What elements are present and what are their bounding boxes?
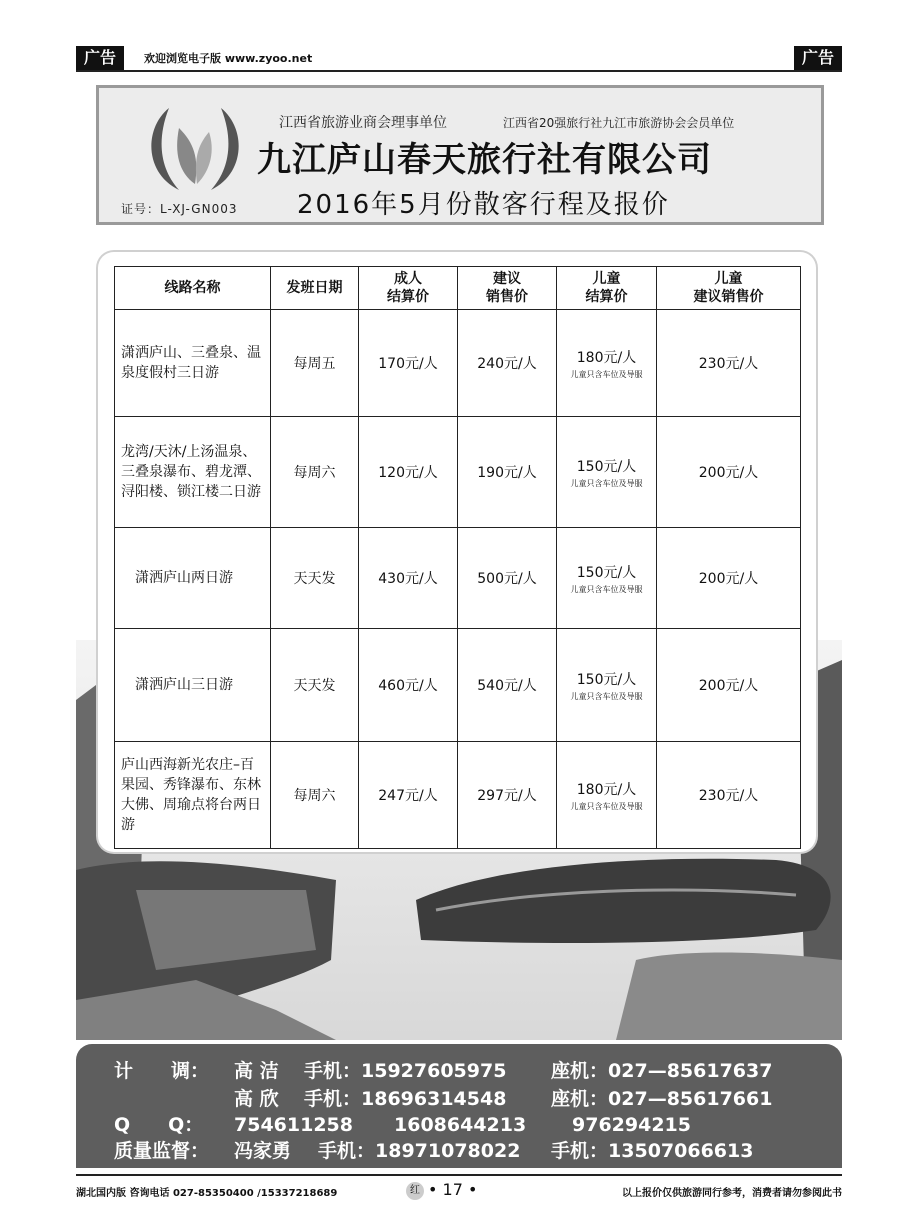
page-subtitle: 2016年5月份散客行程及报价 bbox=[297, 190, 670, 220]
page-number: • 17 • bbox=[428, 1180, 478, 1199]
route-name: 龙湾/天沐/上汤温泉、三叠泉瀑布、碧龙潭、浔阳楼、锁江楼二日游 bbox=[115, 417, 271, 528]
route-name: 潇洒庐山三日游 bbox=[115, 629, 271, 742]
routes-card bbox=[98, 252, 816, 852]
retail-price: 540元/人 bbox=[458, 629, 557, 742]
footer-left-text: 湖北国内版 咨询电话 027-85350400 /15337218689 bbox=[76, 1188, 338, 1199]
child-retail-price: 200元/人 bbox=[657, 417, 801, 528]
page-footer bbox=[76, 1174, 842, 1206]
contact-name: 冯家勇 bbox=[234, 1140, 292, 1162]
route-name: 庐山西海新光农庄–百果园、秀锋瀑布、东林大佛、周瑜点将台两日游 bbox=[115, 742, 271, 849]
child-note: 儿童只含车位及导服 bbox=[570, 478, 643, 488]
contact-row-qq bbox=[114, 1110, 691, 1137]
header-schedule: 发班日期 bbox=[271, 267, 359, 310]
table-row bbox=[115, 528, 801, 629]
child-note: 儿童只含车位及导服 bbox=[570, 584, 643, 594]
route-schedule: 每周六 bbox=[271, 742, 359, 849]
ad-tag-right: 广告 bbox=[794, 46, 842, 70]
child-retail-price: 230元/人 bbox=[657, 742, 801, 849]
child-retail-price: 230元/人 bbox=[657, 310, 801, 417]
contact-row-quality bbox=[114, 1136, 753, 1163]
contact-box bbox=[76, 1044, 842, 1168]
child-price: 150元/人 bbox=[576, 564, 637, 581]
mobile-number: 15927605975 bbox=[361, 1060, 507, 1082]
child-price-cell bbox=[557, 742, 657, 849]
table-row bbox=[115, 742, 801, 849]
phone-label: 座机： bbox=[551, 1060, 609, 1082]
phone-label: 座机： bbox=[551, 1088, 609, 1110]
child-price-cell bbox=[557, 310, 657, 417]
child-note: 儿童只含车位及导服 bbox=[570, 691, 643, 701]
retail-price: 190元/人 bbox=[458, 417, 557, 528]
child-price: 150元/人 bbox=[576, 671, 637, 688]
child-price-cell bbox=[557, 629, 657, 742]
adult-price: 430元/人 bbox=[359, 528, 458, 629]
header-retail-price: 建议 销售价 bbox=[458, 267, 557, 310]
footer-mark-icon: 红 bbox=[406, 1182, 424, 1200]
company-name: 九江庐山春天旅行社有限公司 bbox=[257, 140, 712, 180]
child-retail-price: 200元/人 bbox=[657, 528, 801, 629]
route-schedule: 天天发 bbox=[271, 629, 359, 742]
contact-name: 高 欣 bbox=[234, 1088, 279, 1110]
top-bar bbox=[76, 46, 842, 72]
mobile-label: 手机： bbox=[304, 1060, 362, 1082]
child-price: 180元/人 bbox=[576, 781, 637, 798]
footer-page-number bbox=[406, 1180, 477, 1200]
company-header bbox=[96, 85, 824, 225]
qq-number: 754611258 bbox=[234, 1114, 353, 1136]
contact-row-planner-2 bbox=[114, 1084, 772, 1111]
mobile-label: 手机： bbox=[304, 1088, 362, 1110]
child-price-cell bbox=[557, 528, 657, 629]
mobile-number: 13507066613 bbox=[608, 1140, 754, 1162]
retail-price: 500元/人 bbox=[458, 528, 557, 629]
contact-row-planner-1 bbox=[114, 1056, 772, 1083]
table-row bbox=[115, 417, 801, 528]
child-price-cell bbox=[557, 417, 657, 528]
footer-right-text: 以上报价仅供旅游同行参考，消费者请勿参阅此书 bbox=[622, 1188, 842, 1199]
qq-number: 976294215 bbox=[572, 1114, 691, 1136]
license-number: 证号：L-XJ-GN003 bbox=[121, 202, 238, 216]
child-price: 180元/人 bbox=[576, 349, 637, 366]
child-note: 儿童只含车位及导服 bbox=[570, 801, 643, 811]
contact-label-quality: 质量监督： bbox=[114, 1140, 210, 1162]
contact-label-qq: Q Q： bbox=[114, 1114, 204, 1136]
company-logo bbox=[139, 98, 251, 198]
table-row bbox=[115, 629, 801, 742]
member-unit-1: 江西省旅游业商会理事单位 bbox=[279, 115, 447, 131]
route-name: 潇洒庐山两日游 bbox=[115, 528, 271, 629]
retail-price: 240元/人 bbox=[458, 310, 557, 417]
header-route-name: 线路名称 bbox=[115, 267, 271, 310]
route-schedule: 每周六 bbox=[271, 417, 359, 528]
child-note: 儿童只含车位及导服 bbox=[570, 369, 643, 379]
welcome-text: 欢迎浏览电子版 www.zyoo.net bbox=[144, 52, 313, 65]
member-unit-2: 江西省20强旅行社九江市旅游协会会员单位 bbox=[503, 116, 735, 130]
header-adult-price: 成人 结算价 bbox=[359, 267, 458, 310]
child-retail-price: 200元/人 bbox=[657, 629, 801, 742]
header-child-price: 儿童 结算价 bbox=[557, 267, 657, 310]
route-name: 潇洒庐山、三叠泉、温泉度假村三日游 bbox=[115, 310, 271, 417]
adult-price: 120元/人 bbox=[359, 417, 458, 528]
mobile-number: 18696314548 bbox=[361, 1088, 507, 1110]
table-header-row bbox=[115, 267, 801, 310]
adult-price: 170元/人 bbox=[359, 310, 458, 417]
qq-number: 1608644213 bbox=[394, 1114, 527, 1136]
adult-price: 460元/人 bbox=[359, 629, 458, 742]
routes-table bbox=[114, 266, 801, 849]
contact-name: 高 洁 bbox=[234, 1060, 279, 1082]
ad-tag-left: 广告 bbox=[76, 46, 124, 70]
route-schedule: 天天发 bbox=[271, 528, 359, 629]
child-price: 150元/人 bbox=[576, 458, 637, 475]
mobile-label: 手机： bbox=[318, 1140, 376, 1162]
route-schedule: 每周五 bbox=[271, 310, 359, 417]
phone-number: 027—85617637 bbox=[608, 1060, 773, 1082]
table-row bbox=[115, 310, 801, 417]
mobile-label: 手机： bbox=[551, 1140, 609, 1162]
mobile-number: 18971078022 bbox=[375, 1140, 521, 1162]
phone-number: 027—85617661 bbox=[608, 1088, 773, 1110]
retail-price: 297元/人 bbox=[458, 742, 557, 849]
adult-price: 247元/人 bbox=[359, 742, 458, 849]
contact-label-planner: 计 调： bbox=[114, 1060, 210, 1082]
header-child-retail-price: 儿童 建议销售价 bbox=[657, 267, 801, 310]
